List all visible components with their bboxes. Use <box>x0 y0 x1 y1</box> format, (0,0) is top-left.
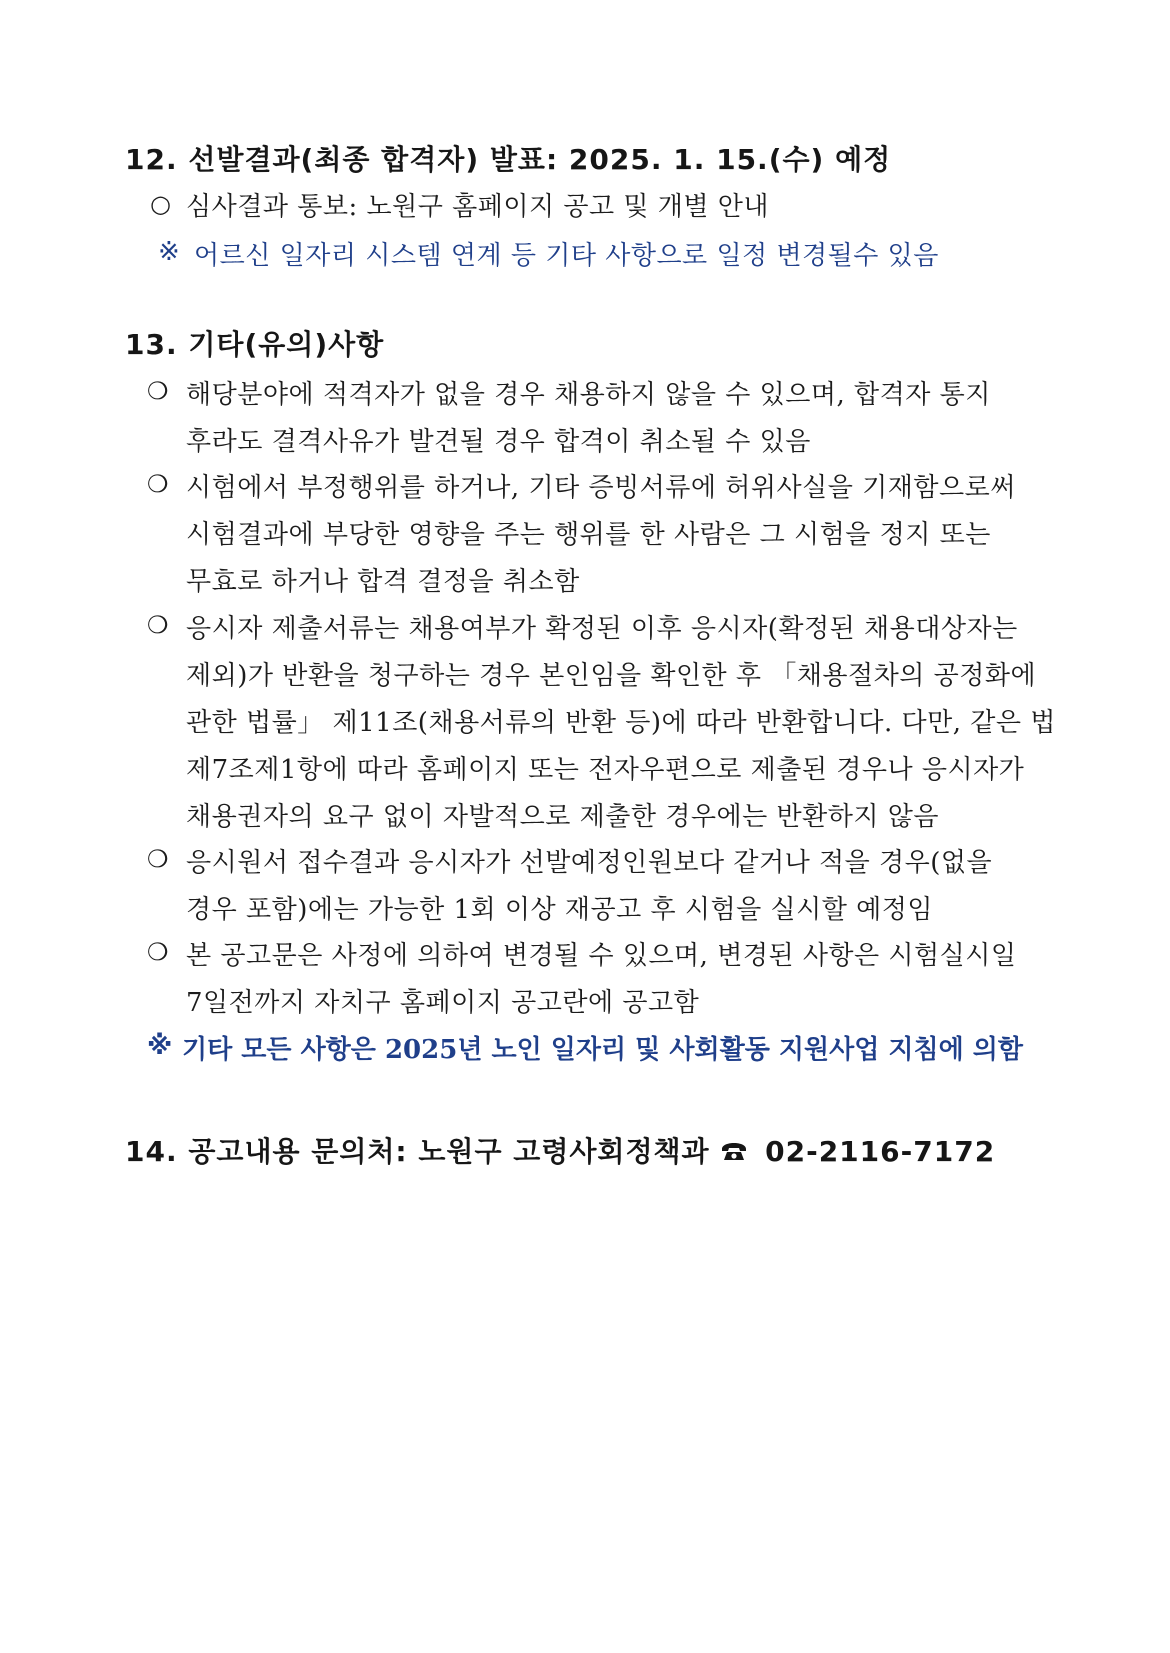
section-13-item-3-line-5: 채용권자의 요구 없이 자발적으로 제출한 경우에는 반환하지 않음 <box>186 802 939 832</box>
section-13-item-2-line-1: 시험에서 부정행위를 하거나, 기타 증빙서류에 허위사실을 기재함으로써 <box>186 473 1016 503</box>
section-13-item-4-line-1: 응시원서 접수결과 응시자가 선발예정인원보다 같거나 적을 경우(없을 <box>186 848 993 878</box>
section-14-heading <box>125 1130 995 1170</box>
bullet-circle: ❍ <box>147 611 169 639</box>
bullet-circle: ❍ <box>147 938 169 966</box>
bullet-circle: ❍ <box>147 845 169 873</box>
section-13-heading: 13. 기타(유의)사항 <box>125 328 385 361</box>
section-13-item-2-line-3: 무효로 하거나 합격 결정을 취소함 <box>186 567 580 597</box>
contact-phone-number: 02-2116-7172 <box>765 1135 996 1168</box>
section-12-note: 어르신 일자리 시스템 연계 등 기타 사항으로 일정 변경될수 있음 <box>194 241 939 271</box>
section-13-item-2-line-2: 시험결과에 부당한 영향을 주는 행위를 한 사람은 그 시험을 정지 또는 <box>186 520 991 550</box>
section-13-item-1-line-1: 해당분야에 적격자가 없을 경우 채용하지 않을 수 있으며, 합격자 통지 <box>186 380 991 410</box>
section-13-item-5-line-2: 7일전까지 자치구 홈페이지 공고란에 공고함 <box>186 988 700 1018</box>
section-13-item-3-line-3: 관한 법률」 제11조(채용서류의 반환 등)에 따라 반환합니다. 다만, 같은 법 <box>186 708 1056 738</box>
bullet-circle: ❍ <box>147 377 169 405</box>
note-mark: ※ <box>158 237 181 267</box>
section-13-note: 기타 모든 사항은 2025년 노인 일자리 및 사회활동 지원사업 지침에 의함 <box>182 1035 1024 1065</box>
section-12-item: 심사결과 통보: 노원구 홈페이지 공고 및 개별 안내 <box>186 192 769 222</box>
section-14-heading-text: 14. 공고내용 문의처: 노원구 고령사회정책과 <box>125 1135 710 1168</box>
section-13-item-3-line-4: 제7조제1항에 따라 홈페이지 또는 전자우편으로 제출된 경우나 응시자가 <box>186 755 1025 785</box>
telephone-icon <box>720 1142 748 1162</box>
note-mark: ※ <box>147 1031 173 1061</box>
section-13-item-4-line-2: 경우 포함)에는 가능한 1회 이상 재공고 후 시험을 실시할 예정임 <box>186 895 933 925</box>
section-13-item-3-line-1: 응시자 제출서류는 채용여부가 확정된 이후 응시자(확정된 채용대상자는 <box>186 614 1018 644</box>
section-13-item-3-line-2: 제외)가 반환을 청구하는 경우 본인임을 확인한 후 「채용절차의 공정화에 <box>186 661 1037 691</box>
section-13-item-5-line-1: 본 공고문은 사정에 의하여 변경될 수 있으며, 변경된 사항은 시험실시일 <box>186 941 1017 971</box>
bullet-circle: ○ <box>150 190 171 218</box>
bullet-circle: ❍ <box>147 470 169 498</box>
section-12-heading: 12. 선발결과(최종 합격자) 발표: 2025. 1. 15.(수) 예정 <box>125 143 892 176</box>
section-13-item-1-line-2: 후라도 결격사유가 발견될 경우 합격이 취소될 수 있음 <box>186 427 811 457</box>
